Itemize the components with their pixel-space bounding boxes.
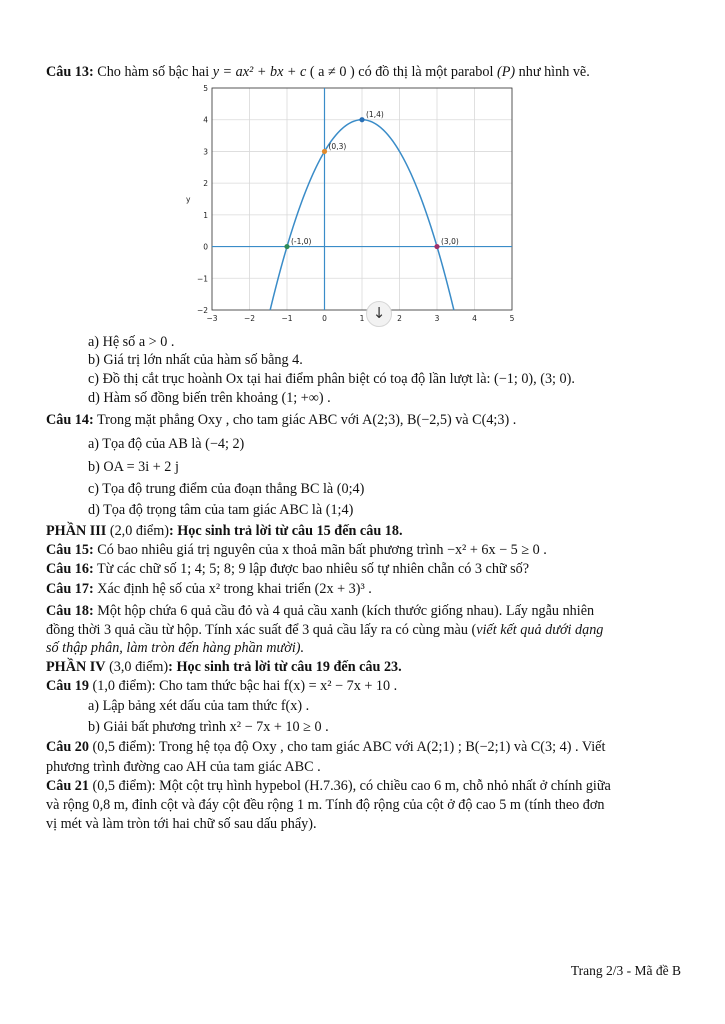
x-tick-label: −2 [243, 314, 256, 323]
x-tick-label: 0 [322, 314, 327, 323]
graph-point [322, 149, 327, 154]
q18-line1 [46, 602, 594, 620]
graph-point [359, 117, 364, 122]
y-tick-label: −2 [196, 306, 208, 315]
q13-func: y = ax² + bx + c [212, 64, 307, 80]
scroll-down-button[interactable] [366, 301, 392, 327]
graph-point [434, 244, 439, 249]
graph-point-label: (-1,0) [291, 237, 312, 247]
q13-label: Câu 13: [46, 64, 94, 80]
y-tick-label: 1 [203, 210, 208, 220]
q13-cond: ( a ≠ 0 ) [309, 64, 355, 80]
y-tick-label: 4 [203, 115, 208, 125]
q19-label: Câu 19 [46, 678, 89, 694]
q21-label: Câu 21 [46, 778, 89, 794]
q18-line3 [46, 639, 304, 657]
q14-stem [46, 411, 516, 429]
q20-text1: (0,5 điểm): Trong hệ tọa độ Oxy , cho tam giác ABC với A(2;1) ; B(−2;1) và C(3; 4) . Viết [92, 739, 606, 755]
q18-text2b: viết kết quả dưới dạng [476, 622, 604, 638]
q18-text1: Một hộp chứa 6 quả cầu đỏ và 4 quả cầu xanh (kích thước giống nhau). Lấy ngẫu nhiên [97, 603, 595, 619]
q19 [46, 677, 397, 695]
q13-mid: có đồ thị là một parabol [358, 64, 494, 80]
q13-pre: Cho hàm số bậc hai [97, 64, 210, 80]
q21-line2: và rộng 0,8 m, đỉnh cột và đáy cột đều rộng 1 m. Tính độ rộng của cột ở độ cao 5 m (tính theo đơn [46, 797, 605, 813]
part4-heading [46, 658, 402, 676]
x-tick-label: 1 [359, 314, 365, 323]
q14-d: d) Tọa độ trọng tâm của tam giác ABC là (1;4) [88, 502, 354, 518]
q20-line2: phương trình đường cao AH của tam giác ABC . [46, 759, 321, 775]
arrow-down-icon: ↓ [372, 304, 386, 322]
q21-line1 [46, 777, 611, 795]
q16 [46, 560, 529, 578]
part3-heading [46, 522, 403, 540]
q18-label: Câu 18: [46, 603, 94, 619]
q13-stem [46, 63, 590, 81]
q13-parabol: (P) [496, 64, 516, 80]
q16-text: Từ các chữ số 1; 4; 5; 8; 9 lập được bao nhiêu số tự nhiên chẵn có 3 chữ số? [97, 561, 530, 577]
x-tick-label: 4 [472, 314, 477, 323]
q15-label: Câu 15: [46, 542, 94, 558]
q14-c: c) Tọa độ trung điểm của đoạn thẳng BC là (0;4) [88, 481, 365, 497]
q14-text: Trong mặt phẳng Oxy , cho tam giác ABC với A(2;3), B(−2,5) và C(4;3) . [97, 412, 517, 428]
page-footer: Trang 2/3 - Mã đề B [570, 963, 681, 978]
q13-a: a) Hệ số a > 0 . [88, 334, 175, 350]
parabola-graph [180, 82, 525, 332]
part4-label: PHẦN IV [46, 659, 106, 675]
q14-b: b) OA = 3i + 2 j [88, 459, 179, 475]
q19-b: b) Giải bất phương trình x² − 7x + 10 ≥ 0 . [88, 719, 329, 735]
graph-point-label: (0,3) [328, 141, 347, 151]
q17 [46, 580, 372, 598]
q21-line3: vị mét và làm tròn tới hai chữ số sau dấu phẩy). [46, 816, 317, 832]
x-tick-label: 5 [509, 314, 515, 323]
q14-a: a) Tọa độ của AB là (−4; 2) [88, 436, 245, 452]
part3-label: PHẦN III [46, 523, 107, 539]
q13-c: c) Đồ thị cắt trục hoành Ox tại hai điểm phân biệt có toạ độ lần lượt là: (−1; 0), (3; 0). [88, 371, 575, 387]
q15 [46, 541, 547, 559]
q17-label: Câu 17: [46, 581, 94, 597]
graph-point [284, 244, 289, 249]
q16-label: Câu 16: [46, 561, 94, 577]
q13-b: b) Giá trị lớn nhất của hàm số bằng 4. [88, 352, 303, 368]
q18-text3: số thập phân, làm tròn đến hàng phần mười). [46, 640, 305, 656]
graph-y-axis-label: y [186, 195, 191, 204]
x-tick-label: 2 [397, 314, 402, 323]
q20-line1 [46, 738, 605, 756]
part3-title: : Học sinh trả lời từ câu 15 đến câu 18. [168, 523, 403, 539]
q13-post: như hình vẽ. [518, 64, 590, 80]
x-tick-label: −1 [281, 314, 293, 323]
q17-text: Xác định hệ số của x² trong khai triển (2x + 3)³ . [97, 581, 372, 597]
q19-text: (1,0 điểm): Cho tam thức bậc hai f(x) = x² − 7x + 10 . [92, 678, 398, 694]
x-tick-label: −3 [206, 314, 218, 323]
y-tick-label: 0 [203, 242, 208, 252]
q14-label: Câu 14: [46, 412, 94, 428]
q13-d: d) Hàm số đồng biến trên khoảng (1; +∞) . [88, 390, 331, 406]
y-tick-label: 2 [203, 179, 208, 189]
q20-label: Câu 20 [46, 739, 89, 755]
graph-point-label: (1,4) [366, 110, 384, 120]
y-tick-label: 5 [203, 84, 208, 93]
y-tick-label: −1 [196, 274, 208, 284]
q21-text1: (0,5 điểm): Một cột trụ hình hypebol (H.7.36), có chiều cao 6 m, chỗ nhỏ nhất ở chính giữa [92, 778, 611, 794]
q18-text2a: đồng thời 3 quả cầu từ hộp. Tính xác suất để 3 quả cầu lấy ra có cùng màu ( [46, 622, 477, 638]
part3-score: (2,0 điểm) [109, 523, 169, 539]
part4-title: : Học sinh trả lời từ câu 19 đến câu 23. [168, 659, 402, 675]
part4-score: (3,0 điểm) [109, 659, 169, 675]
x-tick-label: 3 [434, 314, 440, 323]
graph-point-label: (3,0) [441, 237, 459, 247]
q18-line2 [46, 621, 603, 639]
q19-a: a) Lập bảng xét dấu của tam thức f(x) . [88, 698, 310, 714]
q15-text: Có bao nhiêu giá trị nguyên của x thoả mãn bất phương trình −x² + 6x − 5 ≥ 0 . [97, 542, 547, 558]
y-tick-label: 3 [203, 147, 208, 157]
